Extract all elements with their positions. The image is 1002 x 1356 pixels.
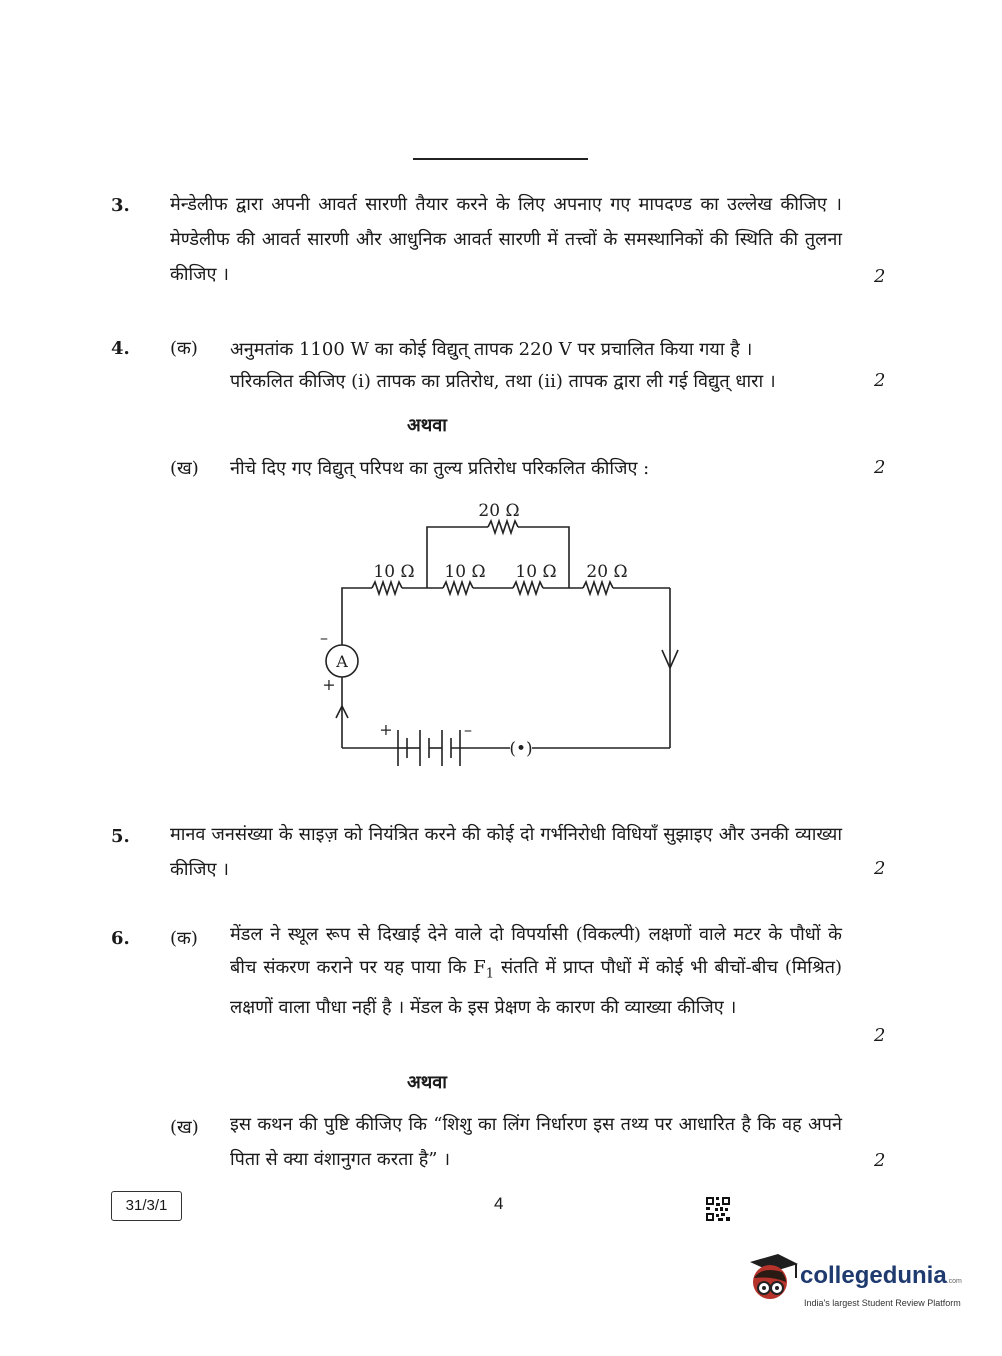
ammeter-plus-label: + — [322, 675, 336, 694]
q4-part-a-line2: परिकलित कीजिए (i) तापक का प्रतिरोध, तथा (ii) तापक द्वारा ली गई विद्युत् धारा । — [230, 371, 776, 392]
q6-or-text: अथवा — [407, 1072, 447, 1093]
page-number: 4 — [494, 1194, 504, 1213]
ammeter-label: A — [336, 652, 348, 671]
q4-or-text: अथवा — [407, 415, 447, 436]
q3-text: मेन्डेलीफ द्वारा अपनी आवर्त सारणी तैयार करने के लिए अपनाए गए मापदण्ड का उल्लेख कीजिए । मेण्डेलीफ की आवर्त सारणी और आधुनिक आवर्त सारणी में तत्त्वों के समस्थानिकों की स्थिति की तुलना कीजिए । — [170, 194, 842, 285]
circuit-top-resistor-label: 20 Ω — [478, 501, 520, 521]
q3-number: 3. — [111, 195, 130, 216]
logo-suffix: .com — [946, 1278, 962, 1285]
q6-part-b-label: (ख) — [170, 1117, 199, 1138]
ammeter-minus-label: – — [320, 628, 328, 647]
q6-part-a-text-2: संतति में प्राप्त पौधों में कोई भी बीचों-बीच (मिश्रित) लक्षणों वाला पौधा नहीं है । मेंडल के इस प्रेक्षण के कारण की व्याख्या कीजिए । — [230, 957, 842, 1018]
q3-marks: 2 — [874, 266, 886, 287]
q6-number: 6. — [111, 928, 130, 949]
paper-code: 31/3/1 — [111, 1191, 182, 1221]
circuit-resistor-label-2: 10 Ω — [444, 562, 486, 582]
top-divider — [413, 158, 588, 160]
logo-tagline: India's largest Student Review Platform — [804, 1298, 961, 1308]
battery-plus-label: + — [379, 720, 393, 739]
q4-part-b-marks: 2 — [874, 457, 886, 478]
q4-part-b-label: (ख) — [170, 458, 199, 479]
q4-part-a-marks: 2 — [874, 370, 886, 391]
circuit-resistor-label-4: 20 Ω — [586, 562, 628, 582]
qr-code-icon — [706, 1197, 730, 1221]
battery-minus-label: – — [464, 720, 472, 739]
q6-part-a-marks: 2 — [874, 1025, 886, 1046]
q5-number: 5. — [111, 826, 130, 847]
circuit-resistor-label-3: 10 Ω — [515, 562, 557, 582]
q4-part-a-label: (क) — [170, 338, 198, 359]
q6-f1-subscript: 1 — [485, 966, 495, 982]
collegedunia-mascot-icon — [742, 1248, 802, 1308]
q5-text: मानव जनसंख्या के साइज़ को नियंत्रित करने की कोई दो गर्भनिरोधी विधियाँ सुझाइए और उनकी व्याख्या कीजिए । — [170, 824, 842, 880]
q5-marks: 2 — [874, 858, 886, 879]
q4-part-a-line1: अनुमतांक 1100 W का कोई विद्युत् तापक 220 V पर प्रचालित किया गया है । — [230, 339, 753, 360]
q4-part-b-text: नीचे दिए गए विद्युत् परिपथ का तुल्य प्रतिरोध परिकलित कीजिए : — [230, 458, 650, 479]
logo-name: collegedunia — [800, 1262, 947, 1289]
circuit-diagram — [300, 490, 700, 780]
q6-part-a-label: (क) — [170, 928, 198, 949]
circuit-resistor-label-1: 10 Ω — [373, 562, 415, 582]
q4-number: 4. — [111, 338, 130, 359]
collegedunia-logo-text — [800, 1262, 962, 1290]
q6-part-b-text: इस कथन की पुष्टि कीजिए कि “शिशु का लिंग निर्धारण इस तथ्य पर आधारित है कि वह अपने पिता से क्या वंशानुगत करता है” । — [230, 1114, 842, 1170]
circuit-key-label: (•) — [509, 739, 533, 759]
q6-part-a-text-1: मेंडल ने स्थूल रूप से दिखाई देने वाले दो विपर्यासी (विकल्पी) लक्षणों वाले मटर के पौधों के बीच संकरण कराने पर यह पाया कि F — [230, 924, 842, 978]
q6-part-b-marks: 2 — [874, 1150, 886, 1171]
q6-part-a-text — [230, 918, 842, 1024]
